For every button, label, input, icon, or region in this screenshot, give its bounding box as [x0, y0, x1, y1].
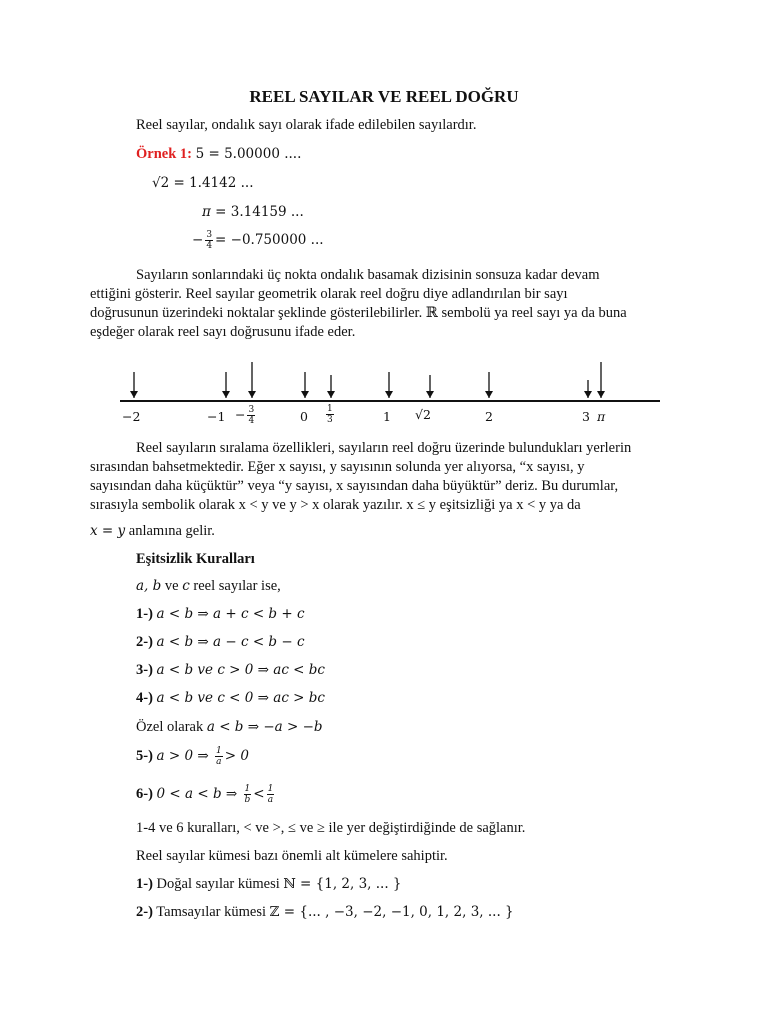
tick-label-three: 3 — [582, 409, 590, 424]
paragraph2-line2: sırasından bahsetmektedir. Eğer x sayısı, y sayısının solunda yer alıyorsa, “x sayısı, y — [90, 459, 585, 475]
footer-line2: Reel sayılar kümesi bazı önemli alt kümelere sahiptir. — [136, 848, 448, 864]
footer-line1: 1-4 ve 6 kuralları, < ve >, ≤ ve ≥ ile yer değiştirdiğinde de sağlanır. — [136, 820, 526, 836]
rule-6-fraction-1 — [244, 784, 252, 805]
fraction-value: = −0.750000 ... — [215, 232, 324, 248]
numerator: 3 — [248, 405, 255, 415]
neg-sign: − — [192, 232, 204, 248]
subset-2 — [136, 904, 514, 921]
tick-fraction-1-3 — [326, 404, 334, 425]
rules-intro-ab: a, b — [136, 578, 162, 594]
example-eq-pi — [202, 204, 304, 220]
fraction-3-4 — [205, 230, 213, 251]
rule-6 — [136, 784, 276, 805]
paragraph2-line5 — [90, 523, 215, 540]
rule-5-lhs: a > 0 ⇒ — [156, 747, 213, 764]
numerator: 1 — [215, 746, 222, 756]
tick-label-sqrt2: √2 — [415, 407, 431, 422]
rule-5 — [136, 746, 249, 767]
pi-symbol: π — [597, 409, 606, 424]
paragraph1-line4: eşdeğer olarak reel sayı doğrusunu ifade eder. — [90, 324, 356, 340]
rule-4 — [136, 690, 325, 707]
tick-label-one-third — [324, 404, 336, 425]
rule-2-formula: a < b ⇒ a − c < b − c — [156, 634, 305, 650]
rule-5-label: 5-) — [136, 747, 153, 764]
paragraph1-line2: ettiğini gösterir. Reel sayılar geometrik olarak reel doğru diye adlandırılan bir sayı — [90, 286, 568, 302]
numerator: 3 — [206, 230, 213, 240]
numerator: 1 — [327, 404, 333, 414]
subset-2-formula: ℤ = {... , −3, −2, −1, 0, 1, 2, 3, ... } — [269, 904, 514, 920]
paragraph2-line3: sayısından daha küçüktür” veya “y sayısı, x sayısından daha büyüktür” deriz. Bu durumlar, — [90, 478, 619, 494]
paragraph2-line5-text: anlamına gelir. — [125, 523, 215, 539]
subset-2-text: Tamsayılar kümesi — [152, 904, 270, 920]
rule-2-label: 2-) — [136, 634, 153, 650]
rule-5-fraction — [215, 746, 223, 767]
rule-4-formula: a < b ve c < 0 ⇒ ac > bc — [156, 690, 325, 706]
tick-label-minus-2: −2 — [122, 409, 141, 424]
tick-fraction-3-4 — [247, 405, 255, 426]
denominator: a — [216, 757, 222, 767]
tick-neg-sign: − — [235, 407, 246, 422]
denominator: 4 — [206, 241, 213, 251]
example-1 — [136, 146, 301, 163]
x-equals-y: x = y — [90, 523, 126, 539]
denominator: a — [267, 795, 274, 805]
rule-5-rhs: > 0 — [224, 747, 249, 764]
example-eq-5: 5 = 5.00000 .... — [195, 146, 302, 162]
rule-1 — [136, 606, 305, 623]
denominator: 4 — [248, 416, 255, 426]
rule-special-formula: a < b ⇒ −a > −b — [206, 719, 323, 735]
denominator: 3 — [327, 415, 333, 425]
number-line-arrows — [134, 362, 601, 398]
tick-label-one: 1 — [383, 409, 391, 424]
page-title: REEL SAYILAR VE REEL DOĞRU — [249, 87, 519, 106]
rules-intro-ve: ve — [161, 578, 183, 594]
rule-1-label: 1-) — [136, 606, 153, 622]
rules-intro-c: c — [182, 578, 190, 594]
rule-3-formula: a < b ve c > 0 ⇒ ac < bc — [156, 662, 325, 678]
paragraph2-line4: sırasıyla sembolik olarak x < y ve y > x olarak yazılır. x ≤ y eşitsizliği ya x < y ya da — [90, 497, 581, 513]
paragraph1-line1: Sayıların sonlarındaki üç nokta ondalık basamak dizisinin sonsuza kadar devam — [136, 267, 600, 283]
rule-2 — [136, 634, 305, 651]
subset-1-label: 1-) — [136, 876, 153, 892]
rule-6-fraction-2 — [267, 784, 275, 805]
rules-intro — [136, 578, 281, 595]
pi-symbol: π — [202, 204, 211, 220]
rule-3 — [136, 662, 325, 679]
tick-label-minus-1: −1 — [207, 409, 226, 424]
subset-1-text: Doğal sayılar kümesi — [152, 876, 284, 892]
numerator: 1 — [244, 784, 251, 794]
intro-text: Reel sayılar, ondalık sayı olarak ifade edilebilen sayılardır. — [136, 117, 477, 133]
tick-label-pi — [597, 409, 605, 424]
rule-4-label: 4-) — [136, 690, 153, 706]
rule-special — [136, 719, 323, 736]
example-label: Örnek 1: — [136, 146, 192, 162]
numerator: 1 — [267, 784, 274, 794]
example-eq-sqrt2: √2 = 1.4142 ... — [152, 175, 254, 191]
rule-special-text: Özel olarak — [136, 719, 207, 735]
subset-2-label: 2-) — [136, 904, 153, 920]
subset-1 — [136, 876, 402, 893]
paragraph1-line3: doğrusunun üzerindeki noktalar şeklinde gösterilebilirler. ℝ sembolü ya reel sayı ya da buna — [90, 305, 627, 321]
rule-1-formula: a < b ⇒ a + c < b + c — [156, 606, 305, 622]
tick-label-minus-3-4 — [235, 405, 257, 426]
tick-label-zero: 0 — [300, 409, 308, 424]
rules-heading: Eşitsizlik Kuralları — [136, 551, 255, 567]
tick-label-two: 2 — [485, 409, 493, 424]
paragraph2-line1: Reel sayıların sıralama özellikleri, sayıların reel doğru üzerinde bulundukları yerlerin — [136, 440, 632, 456]
rule-3-label: 3-) — [136, 662, 153, 678]
example-eq-fraction — [192, 230, 324, 251]
subset-1-formula: ℕ = {1, 2, 3, ... } — [283, 876, 402, 892]
rule-6-label: 6-) — [136, 785, 153, 802]
denominator: b — [244, 795, 251, 805]
rules-intro-text: reel sayılar ise, — [189, 578, 281, 594]
rule-6-lhs: 0 < a < b ⇒ — [156, 785, 242, 802]
rule-6-mid: < — [253, 785, 265, 802]
pi-value: = 3.14159 ... — [210, 204, 304, 220]
